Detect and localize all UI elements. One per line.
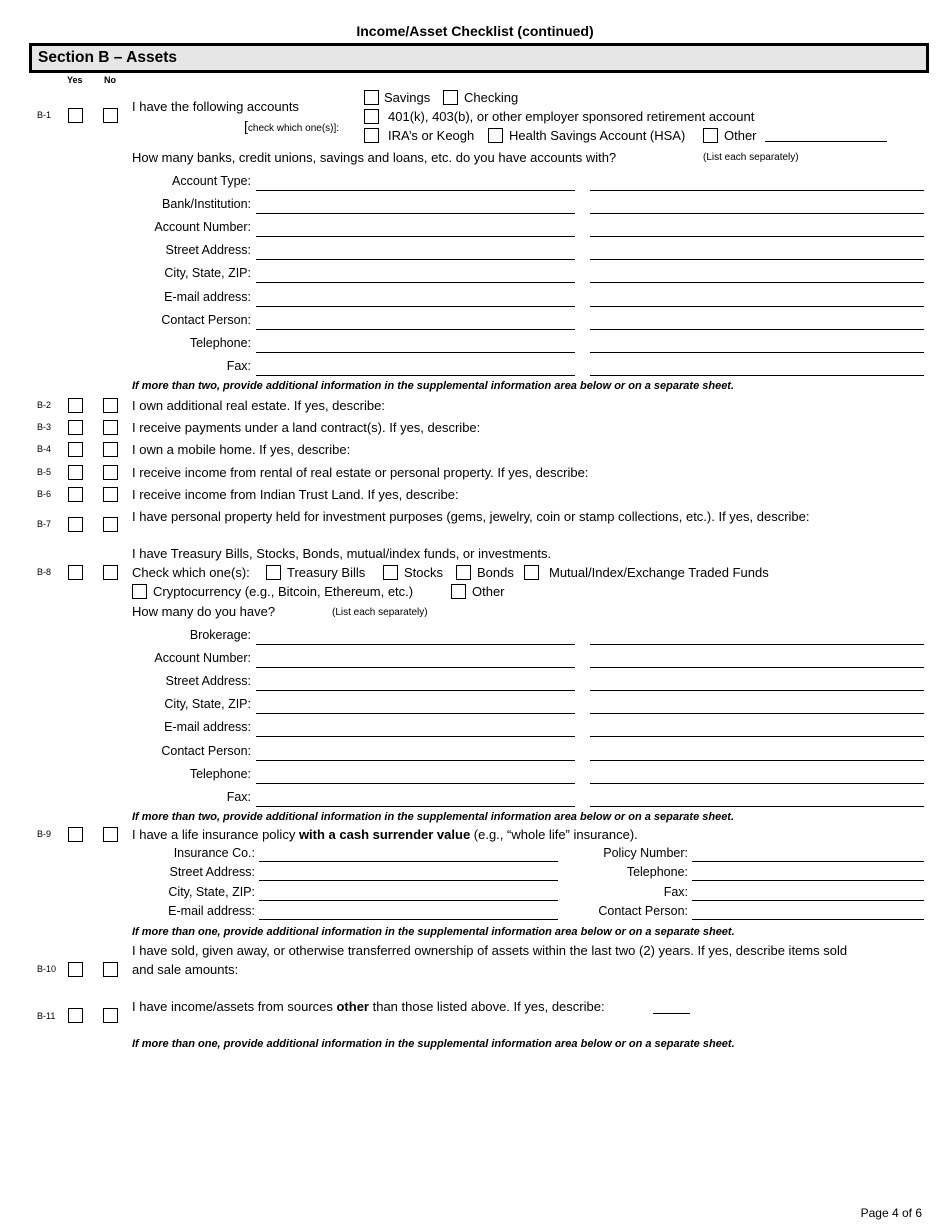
yes-checkbox[interactable] bbox=[68, 398, 83, 413]
b8-field-label: Brokerage: bbox=[189, 628, 251, 642]
b9-right-label: Policy Number: bbox=[603, 846, 688, 860]
b10-line2: and sale amounts: bbox=[132, 962, 239, 977]
b1-check-note: [check which one(s)]: bbox=[244, 118, 340, 134]
b9-left-line[interactable] bbox=[259, 919, 558, 920]
b8-field-line-right[interactable] bbox=[590, 760, 924, 761]
b1-text: I have the following accounts bbox=[132, 99, 299, 114]
b1-note: If more than two, provide additional information in the supplemental information area below or on a separate sheet. bbox=[132, 380, 735, 392]
b10-no-checkbox[interactable] bbox=[103, 962, 118, 977]
item-id-b8: B-8 bbox=[37, 567, 52, 577]
b1-field-label: Account Type: bbox=[172, 174, 251, 188]
other-account-label: Other bbox=[724, 128, 757, 143]
b1-field-line-left[interactable] bbox=[256, 236, 575, 237]
item-id: B-2 bbox=[37, 400, 52, 410]
page-number: Page 4 of 6 bbox=[860, 1206, 922, 1220]
b1-field-label: Fax: bbox=[226, 358, 251, 373]
page-title: Income/Asset Checklist (continued) bbox=[356, 23, 594, 39]
item-id: B-6 bbox=[37, 489, 52, 499]
ira-label: IRA’s or Keogh bbox=[388, 128, 475, 143]
b1-field-line-left[interactable] bbox=[256, 190, 575, 191]
yes-checkbox[interactable] bbox=[68, 487, 83, 502]
b9-left-label: City, State, ZIP: bbox=[168, 884, 255, 899]
b1-field-label: Contact Person: bbox=[161, 312, 251, 327]
item-text: I receive payments under a land contract(s). If yes, describe: bbox=[132, 420, 481, 435]
b1-list-note: (List each separately) bbox=[703, 152, 799, 163]
b8-field-line-right[interactable] bbox=[590, 806, 924, 807]
401k-checkbox[interactable] bbox=[364, 109, 379, 124]
other-account-checkbox[interactable] bbox=[703, 128, 718, 143]
b8-field-line-left[interactable] bbox=[256, 806, 575, 807]
item-text: I own a mobile home. If yes, describe: bbox=[132, 442, 351, 457]
b1-field-label: City, State, ZIP: bbox=[164, 266, 251, 281]
b11-describe-line[interactable] bbox=[653, 1013, 690, 1014]
item-id: B-4 bbox=[37, 444, 52, 454]
b8-field-line-right[interactable] bbox=[590, 690, 924, 691]
b8-field-label: Street Address: bbox=[165, 674, 251, 689]
b1-field-line-right[interactable] bbox=[590, 259, 924, 260]
section-heading: Section B – Assets bbox=[29, 43, 929, 73]
b8-question: How many do you have? bbox=[132, 604, 276, 619]
b1-field-line-left[interactable] bbox=[256, 375, 575, 376]
b1-field-label: Telephone: bbox=[189, 335, 251, 350]
b9-left-line[interactable] bbox=[259, 880, 558, 881]
item-id-b1: B-1 bbox=[37, 110, 52, 120]
b1-field-line-right[interactable] bbox=[590, 282, 924, 283]
b10-line1: I have sold, given away, or otherwise transferred ownership of assets within the last two (2) years. If yes, describe items sold bbox=[132, 943, 848, 958]
b9-yes-checkbox[interactable] bbox=[68, 827, 83, 842]
b1-question: How many banks, credit unions, savings and loans, etc. do you have accounts with? bbox=[132, 150, 617, 165]
b8-field-line-left[interactable] bbox=[256, 760, 575, 761]
item-id-b11: B-11 bbox=[37, 1011, 56, 1021]
item-id-b9: B-9 bbox=[37, 829, 52, 839]
b9-note: If more than one, provide additional information in the supplemental information area below or on a separate sheet. bbox=[132, 926, 735, 938]
b8-yes-checkbox[interactable] bbox=[68, 565, 83, 580]
no-checkbox[interactable] bbox=[103, 442, 118, 457]
b9-text: I have a life insurance policy with a cash surrender value (e.g., “whole life” insurance). bbox=[132, 827, 638, 842]
b1-field-line-right[interactable] bbox=[590, 213, 924, 214]
item-id: B-3 bbox=[37, 422, 52, 432]
no-checkbox[interactable] bbox=[103, 465, 118, 480]
b11-yes-checkbox[interactable] bbox=[68, 1008, 83, 1023]
b1-field-line-left[interactable] bbox=[256, 259, 575, 260]
no-checkbox[interactable] bbox=[103, 487, 118, 502]
b1-field-line-left[interactable] bbox=[256, 213, 575, 214]
checking-label: Checking bbox=[464, 90, 519, 105]
b1-field-label: Bank/Institution: bbox=[162, 197, 251, 212]
b1-field-line-right[interactable] bbox=[590, 352, 924, 353]
item-text: I receive income from Indian Trust Land. If yes, describe: bbox=[132, 487, 459, 502]
b8-field-line-left[interactable] bbox=[256, 783, 575, 784]
b9-right-line[interactable] bbox=[692, 900, 924, 901]
b8-field-label: Telephone: bbox=[189, 766, 251, 781]
b8-field-label: Fax: bbox=[226, 789, 251, 804]
b1-field-line-right[interactable] bbox=[590, 329, 924, 330]
b1-field-line-right[interactable] bbox=[590, 306, 924, 307]
b1-field-line-left[interactable] bbox=[256, 306, 575, 307]
b8-field-line-left[interactable] bbox=[256, 667, 575, 668]
b1-field-line-right[interactable] bbox=[590, 190, 924, 191]
b8-field-line-right[interactable] bbox=[590, 644, 924, 645]
b8-field-line-left[interactable] bbox=[256, 690, 575, 691]
b8-no-checkbox[interactable] bbox=[103, 565, 118, 580]
b8-field-line-left[interactable] bbox=[256, 713, 575, 714]
no-checkbox[interactable] bbox=[103, 517, 118, 532]
funds-checkbox[interactable] bbox=[524, 565, 539, 580]
b9-no-checkbox[interactable] bbox=[103, 827, 118, 842]
b8-note: If more than two, provide additional information in the supplemental information area below or on a separate sheet. bbox=[132, 811, 735, 823]
b8-field-line-left[interactable] bbox=[256, 644, 575, 645]
b9-right-line[interactable] bbox=[692, 919, 924, 920]
stocks-label: Stocks bbox=[404, 565, 444, 580]
b1-field-line-left[interactable] bbox=[256, 282, 575, 283]
no-checkbox[interactable] bbox=[103, 398, 118, 413]
b1-field-line-left[interactable] bbox=[256, 329, 575, 330]
crypto-label: Cryptocurrency (e.g., Bitcoin, Ethereum, etc.) bbox=[153, 584, 414, 599]
b1-field-label: Account Number: bbox=[154, 220, 251, 235]
hsa-checkbox[interactable] bbox=[488, 128, 503, 143]
item-id-b10: B-10 bbox=[37, 964, 57, 974]
item-id: B-5 bbox=[37, 467, 52, 477]
bonds-checkbox[interactable] bbox=[456, 565, 471, 580]
b9-right-label: Telephone: bbox=[626, 865, 688, 880]
b1-field-line-right[interactable] bbox=[590, 375, 924, 376]
yes-checkbox[interactable] bbox=[68, 442, 83, 457]
other-investment-label: Other bbox=[472, 584, 505, 599]
ira-checkbox[interactable] bbox=[364, 128, 379, 143]
yes-checkbox[interactable] bbox=[68, 420, 83, 435]
b9-left-label: Insurance Co.: bbox=[173, 846, 255, 860]
b1-no-checkbox[interactable] bbox=[103, 108, 118, 123]
b9-left-line[interactable] bbox=[259, 861, 558, 862]
b8-field-line-right[interactable] bbox=[590, 783, 924, 784]
stocks-checkbox[interactable] bbox=[383, 565, 398, 580]
item-text: I receive income from rental of real estate or personal property. If yes, describe: bbox=[132, 465, 589, 480]
b11-no-checkbox[interactable] bbox=[103, 1008, 118, 1023]
b9-right-line[interactable] bbox=[692, 861, 924, 862]
b9-right-line[interactable] bbox=[692, 880, 924, 881]
b9-right-label: Contact Person: bbox=[598, 903, 688, 918]
bonds-label: Bonds bbox=[477, 565, 514, 580]
401k-label: 401(k), 403(b), or other employer sponsored retirement account bbox=[388, 109, 755, 124]
b8-field-line-right[interactable] bbox=[590, 736, 924, 737]
yes-column-header: Yes bbox=[67, 75, 83, 85]
crypto-checkbox[interactable] bbox=[132, 584, 147, 599]
yes-checkbox[interactable] bbox=[68, 517, 83, 532]
item-text: I have personal property held for investment purposes (gems, jewelry, coin or stamp collections, etc.). If yes, describe: bbox=[132, 509, 810, 524]
treasury-bills-label: Treasury Bills bbox=[287, 565, 366, 580]
no-column-header: No bbox=[104, 75, 116, 85]
b8-list-note: (List each separately) bbox=[332, 607, 428, 618]
b8-field-line-left[interactable] bbox=[256, 736, 575, 737]
checking-checkbox[interactable] bbox=[443, 90, 458, 105]
no-checkbox[interactable] bbox=[103, 420, 118, 435]
b1-field-label: E-mail address: bbox=[164, 289, 251, 304]
savings-checkbox[interactable] bbox=[364, 90, 379, 105]
savings-label: Savings bbox=[384, 90, 431, 105]
item-text: I own additional real estate. If yes, describe: bbox=[132, 398, 385, 413]
b8-line1: I have Treasury Bills, Stocks, Bonds, mutual/index funds, or investments. bbox=[132, 546, 552, 561]
item-id: B-7 bbox=[37, 519, 52, 529]
b1-field-line-left[interactable] bbox=[256, 352, 575, 353]
hsa-label: Health Savings Account (HSA) bbox=[509, 128, 686, 143]
b1-field-label: Street Address: bbox=[165, 243, 251, 258]
funds-label: Mutual/Index/Exchange Traded Funds bbox=[549, 565, 769, 580]
b8-field-label: Account Number: bbox=[154, 651, 251, 666]
b8-field-label: Contact Person: bbox=[161, 743, 251, 758]
b8-field-label: City, State, ZIP: bbox=[164, 697, 251, 712]
yes-checkbox[interactable] bbox=[68, 465, 83, 480]
b8-check-label: Check which one(s): bbox=[132, 565, 250, 580]
other-account-line[interactable] bbox=[765, 141, 887, 142]
b8-field-line-right[interactable] bbox=[590, 667, 924, 668]
b1-yes-checkbox[interactable] bbox=[68, 108, 83, 123]
b9-left-label: Street Address: bbox=[169, 865, 255, 880]
b1-field-line-right[interactable] bbox=[590, 236, 924, 237]
b9-right-label: Fax: bbox=[663, 884, 688, 899]
b8-field-label: E-mail address: bbox=[164, 720, 251, 735]
other-investment-checkbox[interactable] bbox=[451, 584, 466, 599]
b9-left-label: E-mail address: bbox=[168, 903, 255, 918]
treasury-bills-checkbox[interactable] bbox=[266, 565, 281, 580]
b9-left-line[interactable] bbox=[259, 900, 558, 901]
b11-text: I have income/assets from sources other than those listed above. If yes, describe: bbox=[132, 999, 605, 1014]
b8-field-line-right[interactable] bbox=[590, 713, 924, 714]
b10-yes-checkbox[interactable] bbox=[68, 962, 83, 977]
b11-note: If more than one, provide additional information in the supplemental information area below or on a separate sheet. bbox=[132, 1038, 735, 1050]
